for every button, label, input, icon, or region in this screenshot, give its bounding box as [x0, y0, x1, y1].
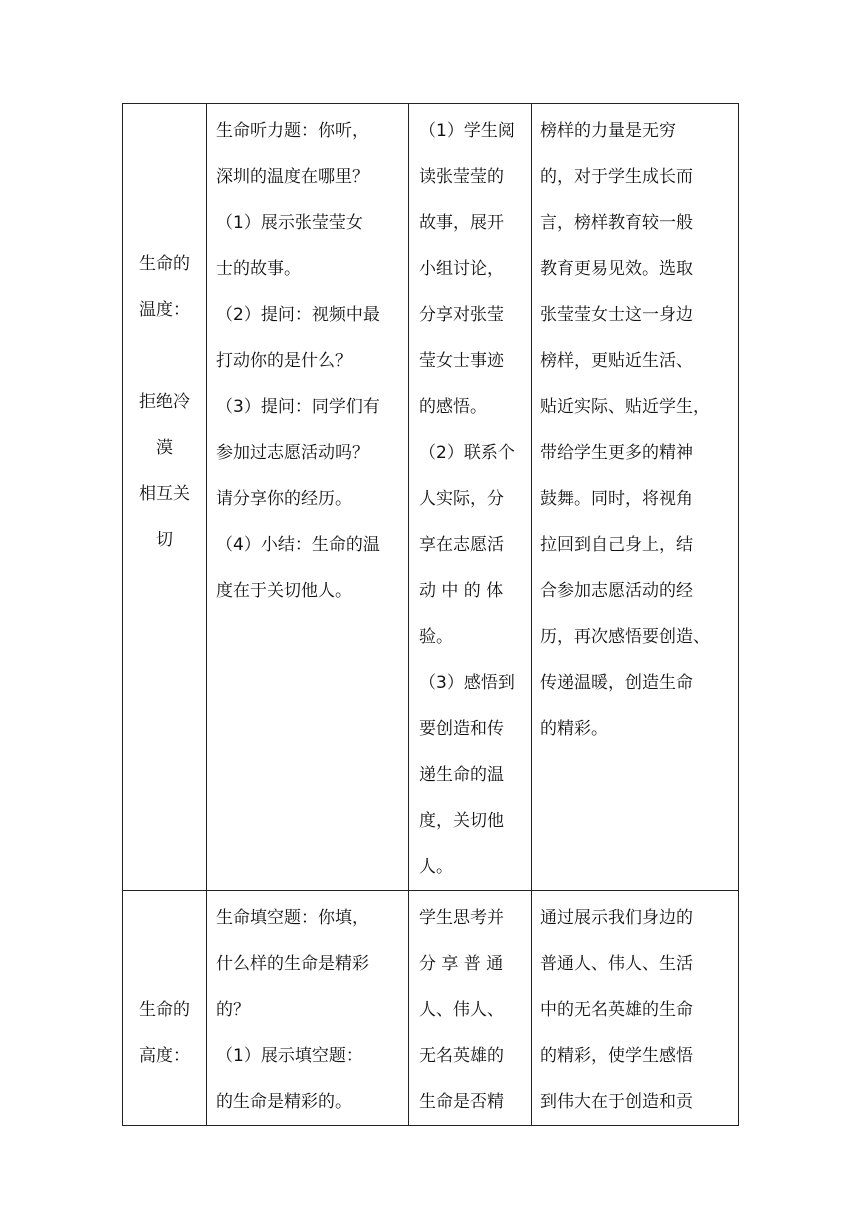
text-line: 打动你的是什么？ [216, 350, 352, 371]
text-line: 什么样的生命是精彩 [216, 953, 369, 974]
text-line: 学生思考并 [419, 907, 504, 928]
text-line: 教育更易见效。选取 [540, 258, 693, 279]
table-row [123, 104, 739, 891]
text-line: 人。 [419, 856, 453, 877]
text-line: 带给学生更多的精神 [540, 442, 693, 463]
text-line: 分 享 普 通 [419, 953, 504, 974]
section-title: 生命的 高度： [139, 1000, 190, 1066]
text-line: （3）提问：同学们有 [216, 396, 380, 417]
text-line: （1）学生阅 [419, 120, 515, 141]
text-line: 度，关切他 [419, 810, 504, 831]
text-line: 的精彩，使学生感悟 [540, 1045, 693, 1066]
text-line: 传递温暖，创造生命 [540, 672, 693, 693]
text-line: 度在于关切他人。 [216, 580, 352, 601]
text-line: 参加过志愿活动吗？ [216, 442, 369, 463]
text-line: 通过展示我们身边的 [540, 907, 693, 928]
design-intent-cell [532, 104, 739, 891]
text-line: 请分享你的经历。 [216, 488, 352, 509]
text-line: 递生命的温 [419, 764, 504, 785]
text-line: 普通人、伟人、生活 [540, 953, 693, 974]
text-line: 无名英雄的 [419, 1045, 504, 1066]
text-line: 的感悟。 [419, 396, 487, 417]
text-line: （2）联系个 [419, 442, 515, 463]
table-row [123, 891, 739, 1126]
text-line: （1）展示填空题： [216, 1045, 363, 1066]
lesson-plan-table [122, 103, 739, 1126]
text-line: 士的故事。 [216, 258, 301, 279]
text-line: 故事，展开 [419, 212, 504, 233]
text-line: （2）提问：视频中最 [216, 304, 380, 325]
section-cell [123, 891, 207, 1126]
design-intent-cell [532, 891, 739, 1126]
text-line: 生命听力题：你听， [216, 120, 369, 141]
text-line: 中的无名英雄的生命 [540, 999, 693, 1020]
section-cell [123, 104, 207, 891]
text-line: 莹女士事迹 [419, 350, 504, 371]
student-activity-cell [409, 104, 532, 891]
text-line: 贴近实际、贴近学生， [540, 396, 710, 417]
teacher-activity-cell [207, 891, 409, 1126]
text-line: 榜样的力量是无穷 [540, 120, 676, 141]
text-line: 享在志愿活 [419, 534, 504, 555]
text-line: 生命填空题：你填， [216, 907, 369, 928]
section-title: 生命的 温度： 拒绝冷 漠 相互关 切 [139, 254, 190, 550]
text-line: 小组讨论， [419, 258, 504, 279]
text-line: 动 中 的 体 [419, 580, 504, 601]
text-line: 人实际，分 [419, 488, 504, 509]
text-line: 的，对于学生成长而 [540, 166, 693, 187]
text-line: 人、伟人、 [419, 999, 504, 1020]
text-line: （4）小结：生命的温 [216, 534, 380, 555]
text-line: 要创造和传 [419, 718, 504, 739]
text-line: 历，再次感悟要创造、 [540, 626, 710, 647]
text-line: 深圳的温度在哪里？ [216, 166, 369, 187]
text-line: （1）展示张莹莹女 [216, 212, 363, 233]
teacher-activity-cell [207, 104, 409, 891]
student-activity-cell [409, 891, 532, 1126]
text-line: 拉回到自己身上，结 [540, 534, 693, 555]
text-line: 分享对张莹 [419, 304, 504, 325]
text-line: 的精彩。 [540, 718, 608, 739]
text-line: 的？ [216, 999, 250, 1020]
text-line: 言，榜样教育较一般 [540, 212, 693, 233]
text-line: 到伟大在于创造和贡 [540, 1091, 693, 1112]
text-line: 读张莹莹的 [419, 166, 504, 187]
text-line: 鼓舞。同时，将视角 [540, 488, 693, 509]
text-line: 合参加志愿活动的经 [540, 580, 693, 601]
text-line: 验。 [419, 626, 453, 647]
text-line: 生命是否精 [419, 1091, 504, 1112]
text-line: 榜样，更贴近生活、 [540, 350, 693, 371]
text-line: （3）感悟到 [419, 672, 515, 693]
text-line: 的生命是精彩的。 [216, 1091, 352, 1112]
text-line: 张莹莹女士这一身边 [540, 304, 693, 325]
